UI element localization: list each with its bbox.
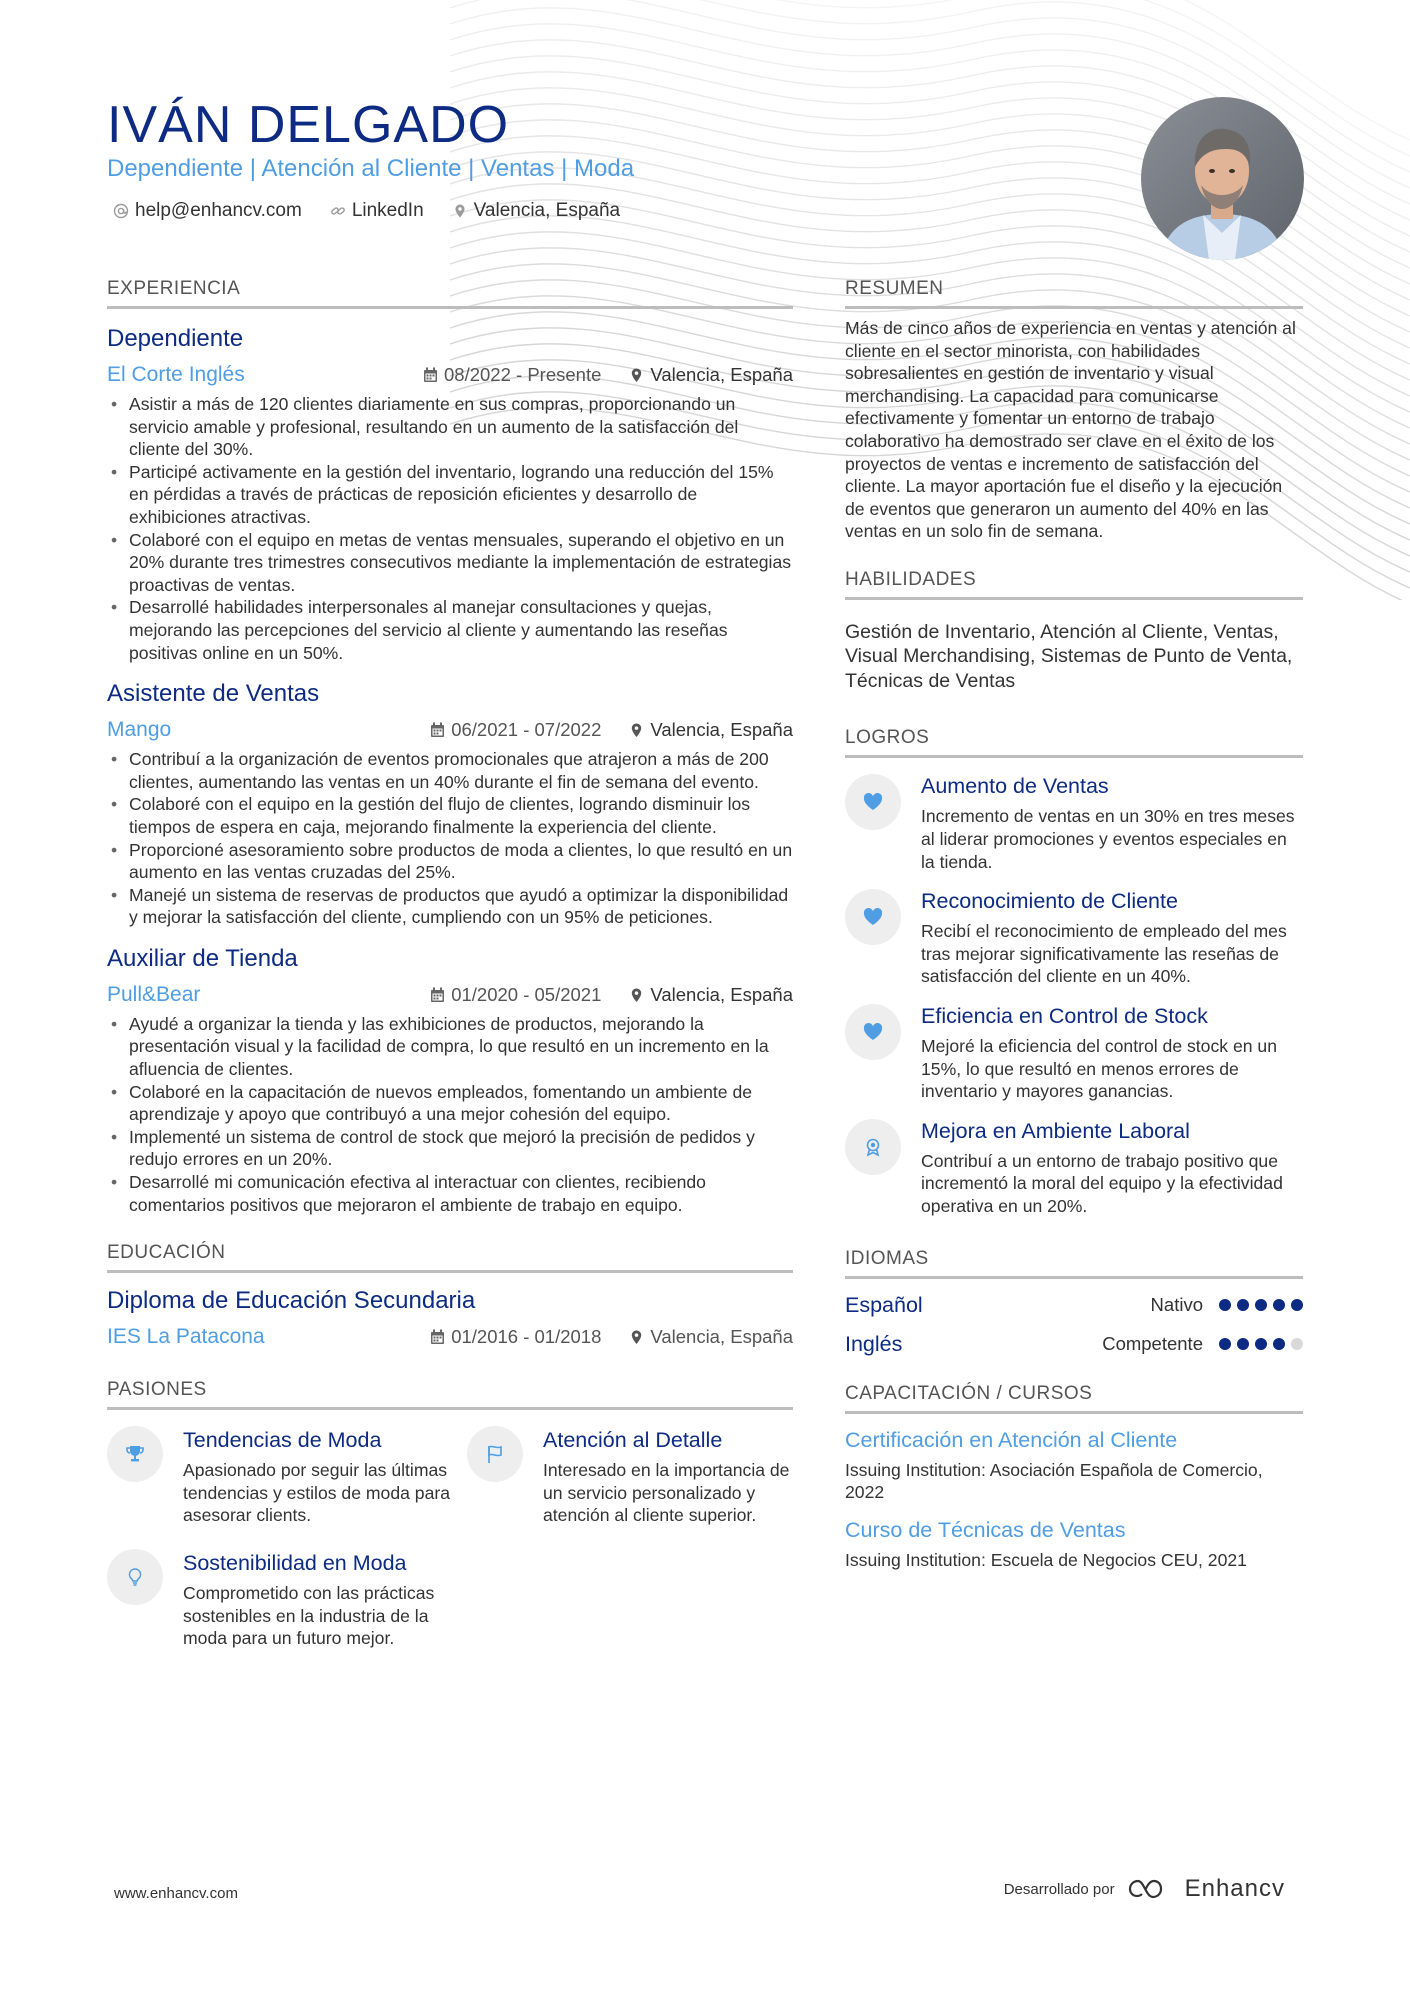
summary-text: Más de cinco años de experiencia en ventas y atención al cliente en el sector minorista, con habilidades sobresalientes en gestión de inventario y visual merchandising. La capacidad para comunicarse efectivamente y fomentar un entorno de trabajo colaborativo ha demostrado ser clave en el éxito de los proyectos de ventas e incremento de satisfacción del cliente. La mayor aportación fue el diseño y la ejecución de eventos que generaron un aumento del 40% en las ventas en un solo fin de semana.: [845, 318, 1296, 542]
course-title: Certificación en Atención al Cliente: [845, 1427, 1178, 1452]
footer-website[interactable]: www.enhancv.com: [114, 1885, 238, 1902]
badge-icon: [862, 1136, 884, 1158]
passion-icon-wrap: [107, 1426, 163, 1482]
job-dates: [423, 364, 601, 386]
skills-text: Gestión de Inventario, Atención al Cliente, Ventas, Visual Merchandising, Sistemas de Punto de Venta, Técnicas de Ventas: [845, 620, 1293, 692]
achievement-item: [845, 889, 1303, 988]
contact-email[interactable]: [113, 200, 302, 222]
heart-icon: [862, 1021, 884, 1043]
achievement-item: [845, 774, 1303, 873]
job-meta: [107, 718, 793, 742]
language-level: Nativo: [1150, 1294, 1203, 1316]
achievement-icon-wrap: [845, 774, 901, 830]
bullet: • Manejé un sistema de reservas de productos que ayudó a optimizar la disponibilidad y mejorar la satisfacción del cliente, cumpliendo con un 95% de peticiones.: [107, 884, 793, 929]
job-dates: [430, 984, 601, 1006]
course-desc: Issuing Institution: Asociación Española de Comercio, 2022: [845, 1459, 1263, 1503]
right-column: [845, 278, 1303, 1571]
location-icon: [452, 203, 468, 219]
job-title: Asistente de Ventas: [107, 680, 320, 708]
achievement-title: Eficiencia en Control de Stock: [921, 1004, 1208, 1028]
achievement-body: [921, 1004, 1303, 1103]
achievements-heading: LOGROS: [845, 727, 1303, 758]
job-entry: [107, 325, 793, 664]
rating-dot-filled: [1237, 1299, 1249, 1311]
rating-dot-filled: [1273, 1338, 1285, 1350]
job-bullets: [107, 393, 793, 664]
achievement-desc: Recibí el reconocimiento de empleado del mes tras mejorar significativamente las reseñas de satisfacción del cliente en un 40%.: [921, 921, 1287, 987]
bullet: • Asistir a más de 120 clientes diariamente en sus compras, proporcionando un servicio amable y profesional, resultando en un aumento de la satisfacción del cliente del 30%.: [107, 393, 793, 461]
achievement-body: [921, 1119, 1303, 1218]
enhancv-logo-icon: [1127, 1877, 1173, 1901]
job-entry: [107, 945, 793, 1216]
bullet: • Colaboré con el equipo en la gestión del flujo de clientes, logrando disminuir los tiempos de espera en caja, mejorando finalmente la experiencia del cliente.: [107, 793, 793, 838]
rating-dot-filled: [1219, 1338, 1231, 1350]
contact-email-text: help@enhancv.com: [135, 200, 302, 221]
passion-title: Tendencias de Moda: [183, 1428, 382, 1453]
passion-body: [543, 1426, 793, 1527]
achievement-body: [921, 774, 1303, 873]
language-name: Español: [845, 1292, 923, 1317]
passion-body: [183, 1549, 467, 1650]
bullet: • Ayudé a organizar la tienda y las exhibiciones de productos, mejorando la presentación visual y la facilidad de compra, lo que resultó en un incremento en la afluencia de clientes.: [107, 1013, 793, 1081]
achievement-title: Reconocimiento de Cliente: [921, 889, 1178, 914]
bullet: • Implementé un sistema de control de stock que mejoró la precisión de pedidos y redujo errores en un 20%.: [107, 1126, 793, 1171]
language-rating: [1219, 1338, 1303, 1350]
education-heading: EDUCACIÓN: [107, 1242, 793, 1273]
passions-heading: PASIONES: [107, 1379, 793, 1410]
achievement-body: [921, 889, 1303, 988]
education-degree: Diploma de Educación Secundaria: [107, 1287, 476, 1315]
trophy-icon: [124, 1443, 146, 1465]
education-location-text: Valencia, España: [650, 1326, 793, 1348]
candidate-name: IVÁN DELGADO: [107, 96, 510, 154]
job-meta: [107, 363, 793, 387]
bullet: • Desarrollé habilidades interpersonales al manejar consultaciones y quejas, mejorando las percepciones del servicio al cliente y aumentando las reseñas positivas online en un 50%.: [107, 596, 793, 664]
job-location-text: Valencia, España: [650, 983, 793, 1005]
location-icon: [629, 987, 644, 1003]
passion-desc: Interesado en la importancia de un servicio personalizado y atención al cliente superior.: [543, 1460, 790, 1526]
brand-name: Enhancv: [1184, 1875, 1285, 1902]
contact-list: [113, 200, 620, 222]
profile-photo: [1141, 97, 1304, 260]
job-location-text: Valencia, España: [650, 719, 793, 741]
job-location: [629, 719, 793, 741]
education-location: [629, 1326, 793, 1348]
bullet: • Colaboré en la capacitación de nuevos empleados, fomentando un ambiente de aprendizaje y apoyo que contribuyó a una mejor cohesión del equipo.: [107, 1081, 793, 1126]
language-name: Inglés: [845, 1331, 903, 1356]
job-dates-text: 01/2020 - 05/2021: [451, 983, 602, 1005]
summary-heading: RESUMEN: [845, 278, 1303, 309]
languages-heading: IDIOMAS: [845, 1248, 1303, 1279]
language-level: Competente: [1102, 1333, 1203, 1355]
bullet: • Contribuí a la organización de eventos promocionales que atrajeron a más de 200 clientes, aumentando las ventas en un 40% durante el fin de semana del evento.: [107, 748, 793, 793]
education-dates: [430, 1326, 601, 1348]
heart-icon: [862, 906, 884, 928]
location-icon: [629, 722, 644, 738]
location-icon: [629, 1329, 644, 1345]
language-rating: [1219, 1299, 1303, 1311]
job-dates-text: 06/2021 - 07/2022: [451, 719, 602, 741]
bullet: • Participé activamente en la gestión del inventario, logrando una reducción del 15% en pérdidas a través de prácticas de reposición eficientes y desarrollo de exhibiciones atractivas.: [107, 461, 793, 529]
rating-dot-filled: [1291, 1299, 1303, 1311]
job-company: El Corte Inglés: [107, 363, 245, 386]
passion-title: Sostenibilidad en Moda: [183, 1551, 407, 1575]
job-company: Mango: [107, 718, 172, 742]
language-item: [845, 1332, 1303, 1357]
footer-branding: [1004, 1875, 1285, 1903]
at-icon: [113, 203, 129, 219]
job-company: Pull&Bear: [107, 982, 201, 1006]
job-bullets: [107, 748, 793, 929]
contact-linkedin-text: LinkedIn: [351, 200, 424, 221]
achievement-desc: Mejoré la eficiencia del control de stock en un 15%, lo que resultó en menos errores de inventario y mayores ganancias.: [921, 1036, 1277, 1102]
calendar-icon: [430, 722, 445, 738]
achievement-icon-wrap: [845, 1004, 901, 1060]
calendar-icon: [430, 1329, 445, 1345]
job-entry: [107, 680, 793, 929]
contact-location: [452, 200, 620, 222]
rating-dot-filled: [1219, 1299, 1231, 1311]
rating-dot-filled: [1255, 1299, 1267, 1311]
rating-dot-filled: [1273, 1299, 1285, 1311]
course-title: Curso de Técnicas de Ventas: [845, 1517, 1126, 1542]
bullet: • Proporcioné asesoramiento sobre productos de moda a clientes, lo que resultó en un aumento en las ventas cruzadas del 25%.: [107, 839, 793, 884]
achievement-icon-wrap: [845, 889, 901, 945]
powered-by-label: Desarrollado por: [1003, 1880, 1115, 1898]
achievement-desc: Incremento de ventas en un 30% en tres meses al liderar promociones y eventos especiales en la tienda.: [921, 806, 1295, 872]
courses-heading: CAPACITACIÓN / CURSOS: [845, 1383, 1303, 1414]
job-meta: [107, 983, 793, 1007]
achievement-icon-wrap: [845, 1119, 901, 1175]
passion-icon-wrap: [107, 1549, 163, 1605]
job-title: Auxiliar de Tienda: [107, 944, 298, 972]
bullet: • Desarrollé mi comunicación efectiva al interactuar con clientes, recibiendo comentarios positivos que mejoraron el ambiente de trabajo en equipo.: [107, 1171, 793, 1216]
skills-heading: HABILIDADES: [845, 569, 1303, 600]
job-location: [629, 364, 793, 386]
calendar-icon: [423, 367, 438, 383]
job-bullets: [107, 1013, 793, 1216]
passions-list: [107, 1426, 793, 1672]
passion-item: [107, 1426, 467, 1527]
education-dates-text: 01/2016 - 01/2018: [451, 1326, 602, 1348]
job-location-text: Valencia, España: [650, 364, 793, 385]
job-dates-text: 08/2022 - Presente: [444, 364, 602, 385]
job-location: [629, 984, 793, 1006]
language-item: [845, 1293, 1303, 1318]
job-title: Dependiente: [107, 325, 244, 352]
heart-icon: [862, 791, 884, 813]
achievement-title: Mejora en Ambiente Laboral: [921, 1118, 1190, 1143]
calendar-icon: [430, 987, 445, 1003]
location-icon: [629, 367, 644, 383]
rating-dot-filled: [1255, 1338, 1267, 1350]
bullet: • Colaboré con el equipo en metas de ventas mensuales, superando el objetivo en un 20% durante tres trimestres consecutivos mediante la implementación de estrategias proactivas de ventas.: [107, 529, 793, 597]
flag-icon: [484, 1443, 506, 1465]
rating-dot-filled: [1237, 1338, 1249, 1350]
left-column: [107, 278, 793, 1672]
experience-heading: EXPERIENCIA: [107, 278, 793, 309]
passion-desc: Comprometido con las prácticas sostenibles en la industria de la moda para un futuro mejor.: [183, 1583, 435, 1649]
lightbulb-icon: [124, 1566, 146, 1588]
contact-location-text: Valencia, España: [473, 200, 621, 221]
link-icon: [330, 203, 346, 219]
candidate-title: Dependiente | Atención al Cliente | Ventas | Moda: [107, 155, 635, 182]
achievement-item: [845, 1004, 1303, 1103]
achievement-title: Aumento de Ventas: [921, 774, 1109, 799]
contact-linkedin[interactable]: [330, 200, 424, 222]
achievement-desc: Contribuí a un entorno de trabajo positivo que incrementó la moral del equipo y la efectividad operativa en un 20%.: [921, 1150, 1283, 1216]
course-desc: Issuing Institution: Escuela de Negocios CEU, 2021: [845, 1549, 1247, 1570]
passion-icon-wrap: [467, 1426, 523, 1482]
job-dates: [430, 719, 601, 741]
passion-body: [183, 1426, 467, 1527]
passion-item: [107, 1549, 467, 1650]
rating-dot-empty: [1291, 1338, 1303, 1350]
achievement-item: [845, 1119, 1303, 1218]
education-school: IES La Patacona: [107, 1325, 265, 1349]
passion-item: [467, 1426, 793, 1527]
passion-title: Atención al Detalle: [543, 1428, 723, 1453]
education-meta: [107, 1325, 793, 1349]
passion-desc: Apasionado por seguir las últimas tendencias y estilos de moda para asesorar clients.: [183, 1460, 450, 1526]
